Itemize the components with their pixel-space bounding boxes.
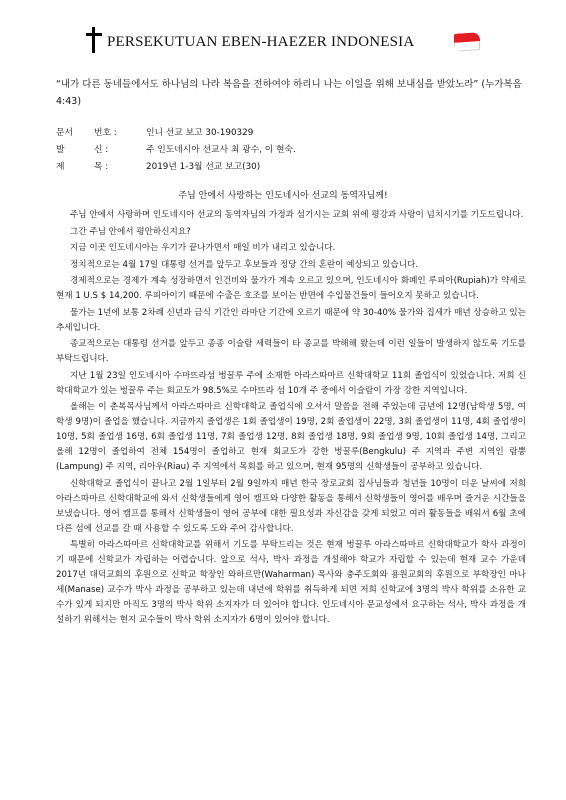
paragraph: 경제적으로는 경제가 계속 성장하면서 인건비와 물가가 계속 오르고 있으며, 인도네시아 화폐인 루피아(Rupiah)가 약세로 현재 1 U.S $ 14,200. 루피아이기 때문에 수출은 호조를 보이는 반면에 수입물건들이 들어오지 못하고 있습니다. — [56, 276, 526, 301]
paragraph: 올해는 이 춘복목사님께서 아라스따마르 신학대학교 졸업식에 오셔서 말씀을 전해 주었는데 금년에 12명(남학생 5명, 여학생 9명)이 졸업을 했습니다. 지금까지 졸업생은 1회 졸업생이 19명, 2회 졸업생이 22명, 3회 졸업생이 11명, 4회 졸업생이 10명, 5회 졸업생 16명, 6회 졸업생 11명, 7회 졸업생 12명, 8회 졸업생 18명, 9회 졸업생 9명, 10회 졸업생 14명, 그리고 올해 12명이 졸업하여 전체 154명이 졸업하고 현재 회교도가 강한 벙꿀루(Bengkulu) 주 지역과 주변 지역인 람뿡(Lampung) 주 지역, 리아우(Riau) 주 지역에서 목회를 하고 있으며, 현재 95명의 신학생들이 공부하고 있습니다. — [56, 402, 526, 472]
letter-body — [56, 208, 526, 630]
paragraph: 지난 1월 23일 인도네시아 수마뜨라섬 벙꿀루 주에 소재한 아라스따마르 신학대학교 11회 졸업식이 있었습니다. 저희 신학대학교가 있는 벙꿀루 주는 회교도가 98.5%로 수마뜨라 섬 10개 주 중에서 이슬람이 가장 강한 지역입니다. — [56, 370, 526, 396]
meta-subject: 제 목 : 2019년 1-3월 선교 보고(30) — [56, 162, 261, 172]
paragraph: 물가는 1년에 보통 2차례 신년과 금식 기간인 라마단 기간에 오르기 때문에 약 30-40% 물가와 집세가 매년 상승하고 있는 추세입니다. — [56, 307, 526, 333]
latin-cross-icon — [86, 27, 102, 53]
bible-verse: “내가 다른 동네들에서도 하나님의 나라 복음을 전하여야 하리니 나는 이일을 위해 보내심을 받았노라” (누가복음 4:43) — [56, 79, 522, 107]
letterhead — [0, 25, 566, 59]
paragraph: 지금 이곳 인도네시아는 우기가 끝나가면서 매일 비가 내리고 있습니다. — [70, 243, 336, 253]
indonesia-flag-icon — [454, 32, 480, 52]
meta-document-number: 문서 번호 : 인니 선교 보고 30-190329 — [56, 128, 254, 138]
paragraph: 주님 안에서 사랑하며 인도네시아 선교의 동역자님의 가정과 섬기시는 교회 위에 평강과 사랑이 넘치시기를 기도드립니다. — [70, 210, 524, 220]
paragraph: 그간 주님 안에서 평안하신지요? — [70, 226, 191, 237]
paragraph: 특별히 아라스따마르 신학대학교를 위해서 기도를 부탁드리는 것은 현재 벙꿀루 아라스따마르 신학대학교가 학사 과정이기 때문에 신학교가 자립하는 어렵습니다. 앞으로 석사, 박사 과정을 개설해야 학교가 자립할 수 있는데 현재 교수 가운데 2017년 대덕교회의 후원으로 신학교 학장인 와하르만(Waharman) 목사와 충주도회와 용원교회의 후원으로 부학장인 마나세(Manase) 교수가 박사 과정을 공부하고 있는데 내년에 학위를 취득하게 되면 저희 신학교에 3명의 박사 학위를 소유한 교수가 있게 되지만 아직도 3명의 박사 학위 소지자가 더 있어야 합니다. 인도네시아 문교성에서 요구하는 석사, 박사 과정을 개설하기 위해서는 현지 교수들이 박사 학위 소지자가 6명이 있어야 합니다. — [56, 540, 526, 625]
greeting: 주님 안에서 사랑하는 인도네시아 선교의 동역자님께! — [178, 191, 388, 201]
meta-sender: 발 신 : 주 인도네시아 선교사 최 광수, 이 현숙. — [56, 145, 296, 155]
paragraph: 신학대학교 졸업식이 끝나고 2월 1일부터 2월 9일까지 매년 한국 장로교회 집사님들과 청년들 10명이 더운 날씨에 저희 아라스따마르 신학대학교에 와서 신학생들에게 영어 캠프와 다양한 활동을 통해서 신학생들이 영어를 배우며 즐거운 시간들을 보냈습니다. 영어 캠프를 통해서 신학생들이 영어 공부에 대한 필요성과 자신감을 갖게 되었고 여러 활동들을 배워서 6월 초에 다른 섬에 선교를 갈 때 사용할 수 있도록 도와 주어 감사합니다. — [56, 478, 526, 534]
paragraph: 종교적으로는 대통령 선거를 앞두고 종종 이슬람 세력들이 타 종교를 박해해 왔는데 이런 일들이 발생하지 않도록 기도를 부탁드립니다. — [56, 339, 526, 364]
paragraph: 정치적으로는 4월 17일 대통령 선거를 앞두고 후보들과 정당 간의 혼란이 예상되고 있습니다. — [70, 259, 419, 270]
organization-name: PERSEKUTUAN EBEN-HAEZER INDONESIA — [107, 34, 415, 50]
